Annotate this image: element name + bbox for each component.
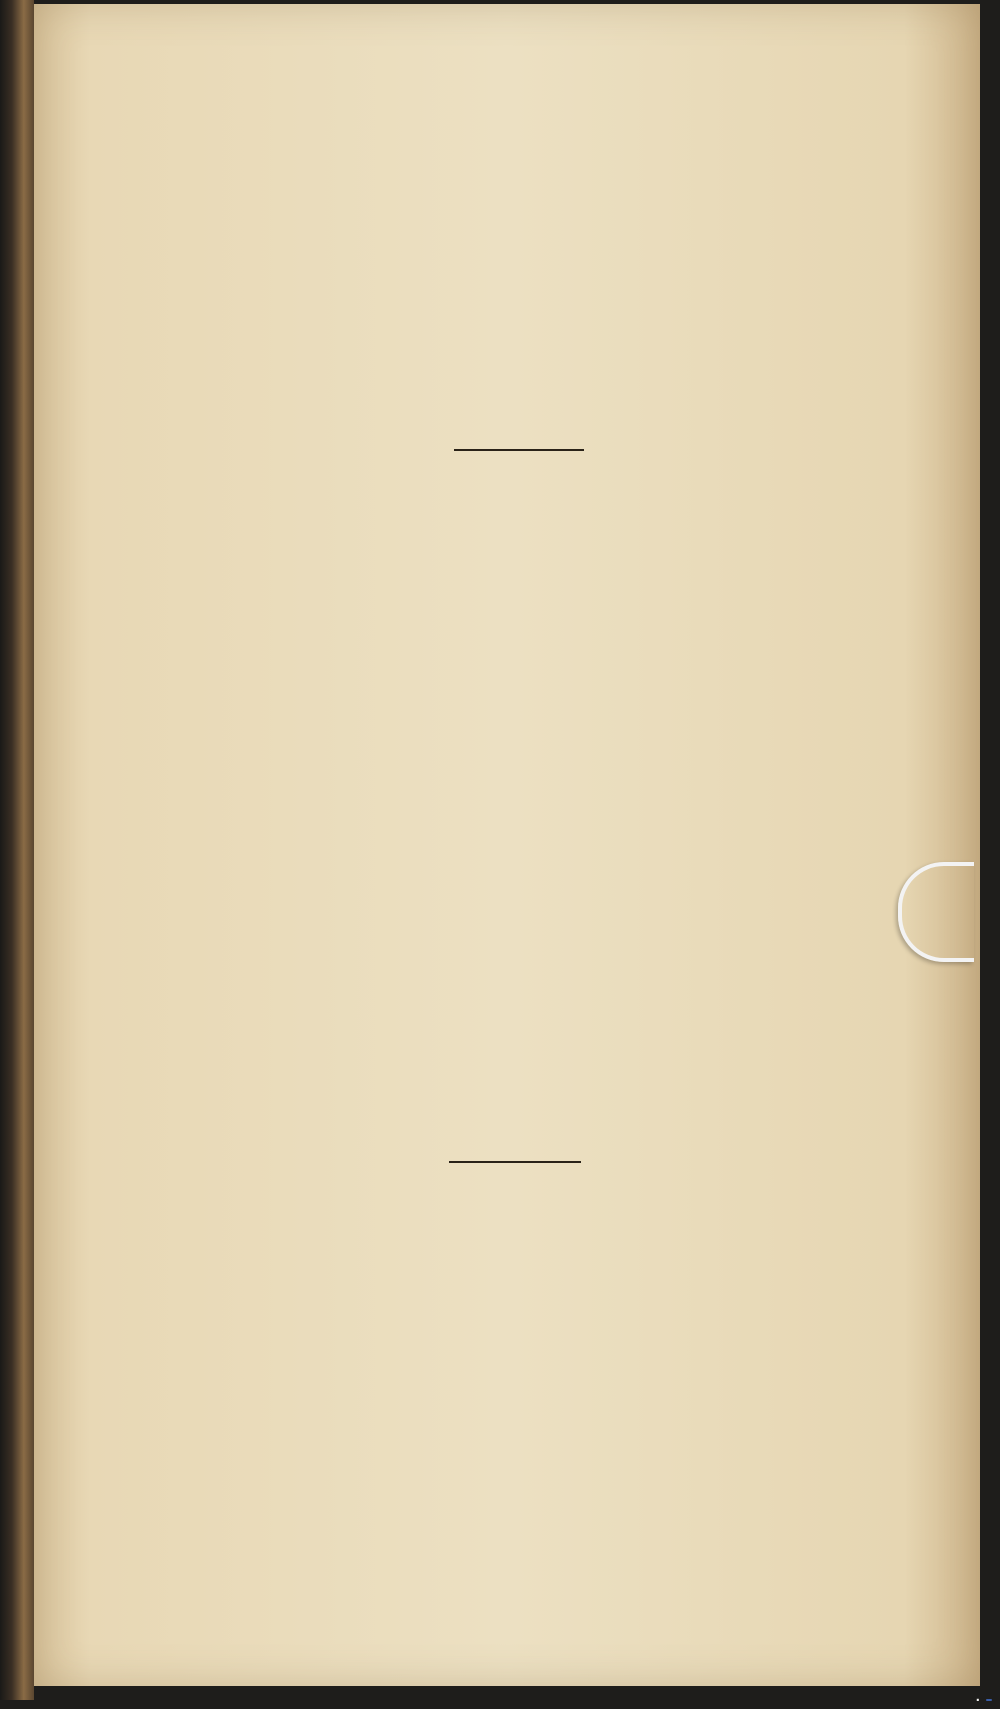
section-divider [454, 449, 584, 451]
paper-clip [898, 862, 974, 962]
footer-credit: · [970, 1693, 992, 1707]
scene-cast-fourth [34, 1314, 980, 1343]
book-page [34, 4, 980, 1686]
section-divider [449, 1161, 581, 1163]
dfg-logo [986, 1699, 992, 1701]
book-spine-edge [0, 0, 34, 1700]
